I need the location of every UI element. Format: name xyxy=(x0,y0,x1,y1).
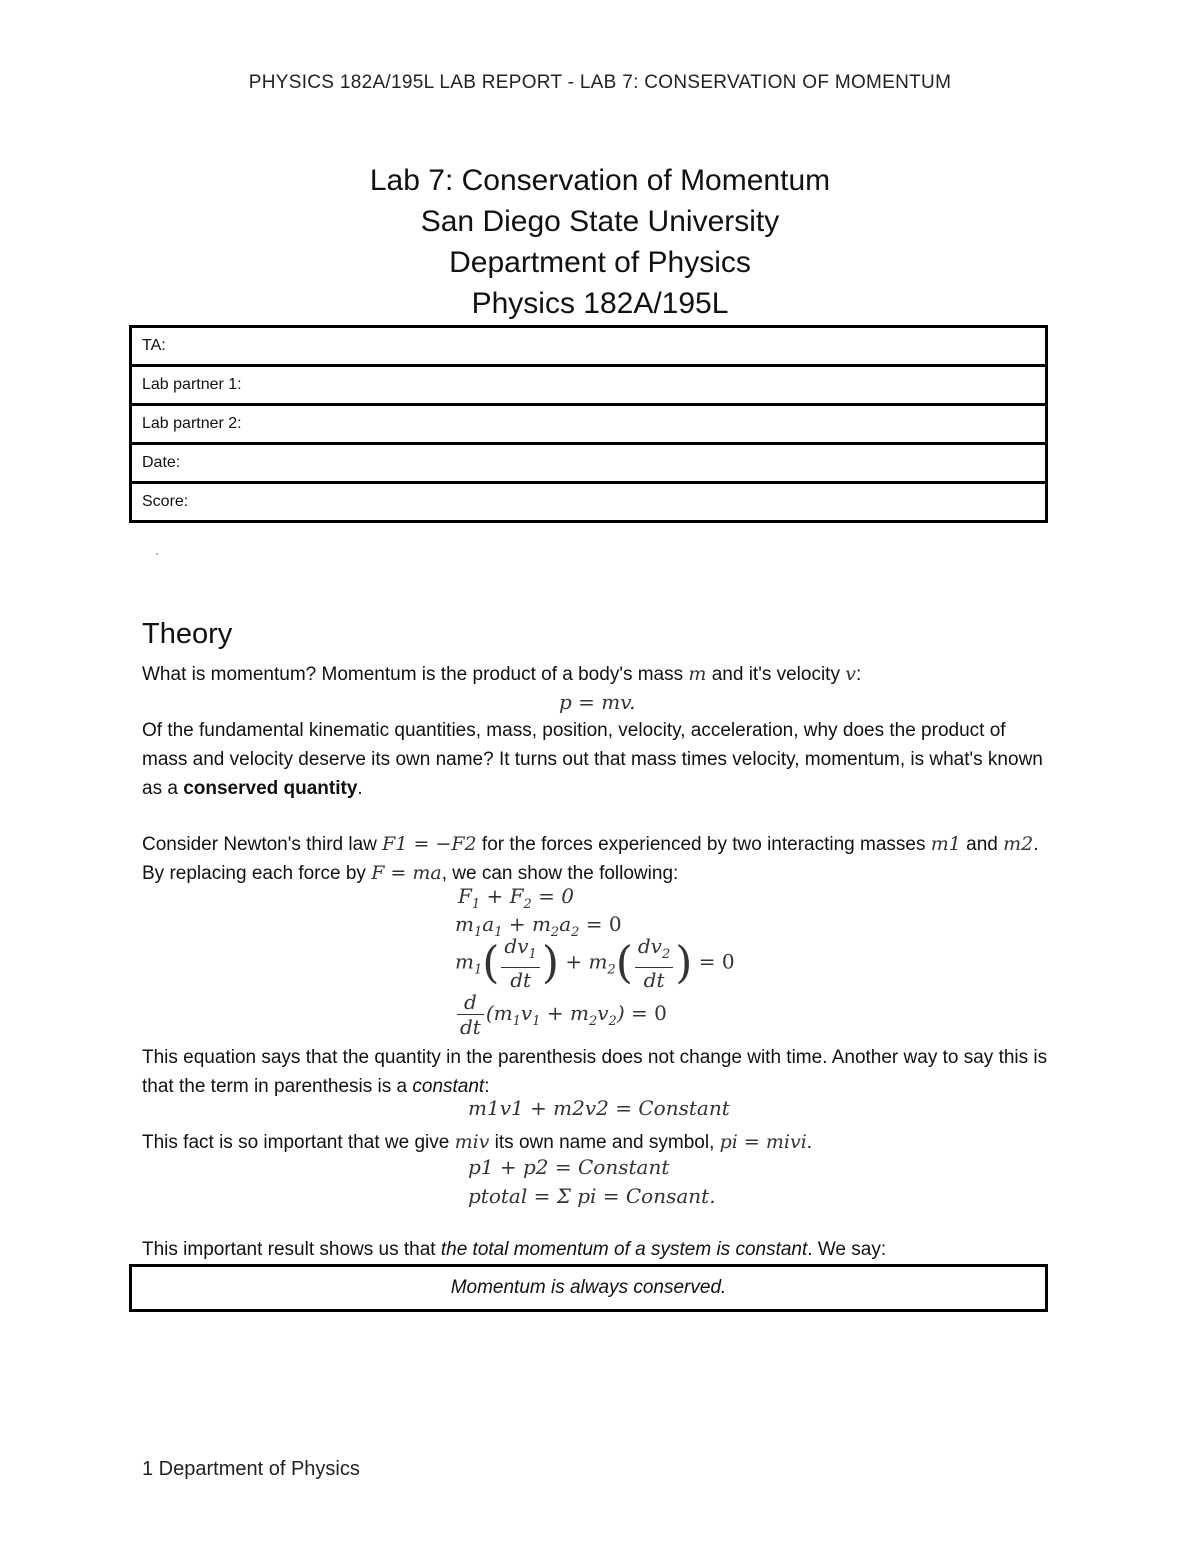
lab-partner-1-field[interactable]: Lab partner 1: xyxy=(131,366,1047,405)
equation-p1-p2: p1 + p2 = Constant xyxy=(468,1155,670,1179)
course-name: Physics 182A/195L xyxy=(471,287,729,320)
table-row xyxy=(131,327,1047,366)
paragraph-momentum-symbol: This fact is so important that we give miv its own name and symbol, pi = mivi. xyxy=(142,1131,813,1153)
equation-p-total: ptotal = Σ pi = Consant. xyxy=(468,1184,716,1208)
info-table xyxy=(129,325,1048,523)
paragraph-momentum-definition: What is momentum? Momentum is the product of a body's mass m and it's velocity v: xyxy=(142,663,862,685)
table-row xyxy=(131,483,1047,522)
lab-title: Lab 7: Conservation of Momentum xyxy=(369,164,831,197)
paragraph-total-momentum: This important result shows us that the total momentum of a system is constant. We say: xyxy=(142,1239,887,1260)
conclusion-box: Momentum is always conserved. xyxy=(129,1264,1048,1312)
equation-derivative-form: $m_1$( $\frac{dv_1}{dt}$ ) + $m_2$( $\frac{dv_2}{dt}$ ) = 0 xyxy=(455,934,735,992)
section-heading-theory: Theory xyxy=(142,618,233,650)
paragraph-newtons-third-law: Consider Newton's third law F1 = −F2 for the forces experienced by two interacting masses m1 and m2. By replacing each force by F = ma, we can show the following: xyxy=(142,833,1039,884)
table-row xyxy=(131,366,1047,405)
table-row xyxy=(131,444,1047,483)
equation-force-sum: $F_1 + F_2 = 0$ xyxy=(458,884,575,912)
equation-time-derivative: $\frac{d}{dt}$ $(m_1v_1 + m_2v_2) = 0$ xyxy=(455,990,667,1039)
equation-p-equals-mv: p = mv. xyxy=(559,690,636,714)
date-field[interactable]: Date: xyxy=(131,444,1047,483)
running-header: PHYSICS 182A/195L LAB REPORT - LAB 7: CONSERVATION OF MOMENTUM xyxy=(248,72,952,93)
equation-mass-accel-sum: $m_1a_1 + m_2a_2 = 0$ xyxy=(455,912,622,940)
university-name: San Diego State University xyxy=(420,205,780,238)
stray-mark xyxy=(156,553,158,555)
table-row xyxy=(131,405,1047,444)
ta-field[interactable]: TA: xyxy=(131,327,1047,366)
paragraph-conserved-quantity: Of the fundamental kinematic quantities, mass, position, velocity, acceleration, why does the product of mass and velocity deserve its own name? It turns out that mass times velocity, momentum, is what's known as a conserved quantity. xyxy=(142,720,1043,799)
paragraph-constant-term: This equation says that the quantity in the parenthesis does not change with time. Another way to say this is that the term in parenthesis is a constant: xyxy=(142,1047,1048,1097)
title-block xyxy=(0,160,1200,324)
department-name: Department of Physics xyxy=(449,246,751,279)
lab-partner-2-field[interactable]: Lab partner 2: xyxy=(131,405,1047,444)
equation-constant: m1v1 + m2v2 = Constant xyxy=(468,1096,730,1120)
page-footer: 1 Department of Physics xyxy=(142,1458,360,1480)
score-field[interactable]: Score: xyxy=(131,483,1047,522)
